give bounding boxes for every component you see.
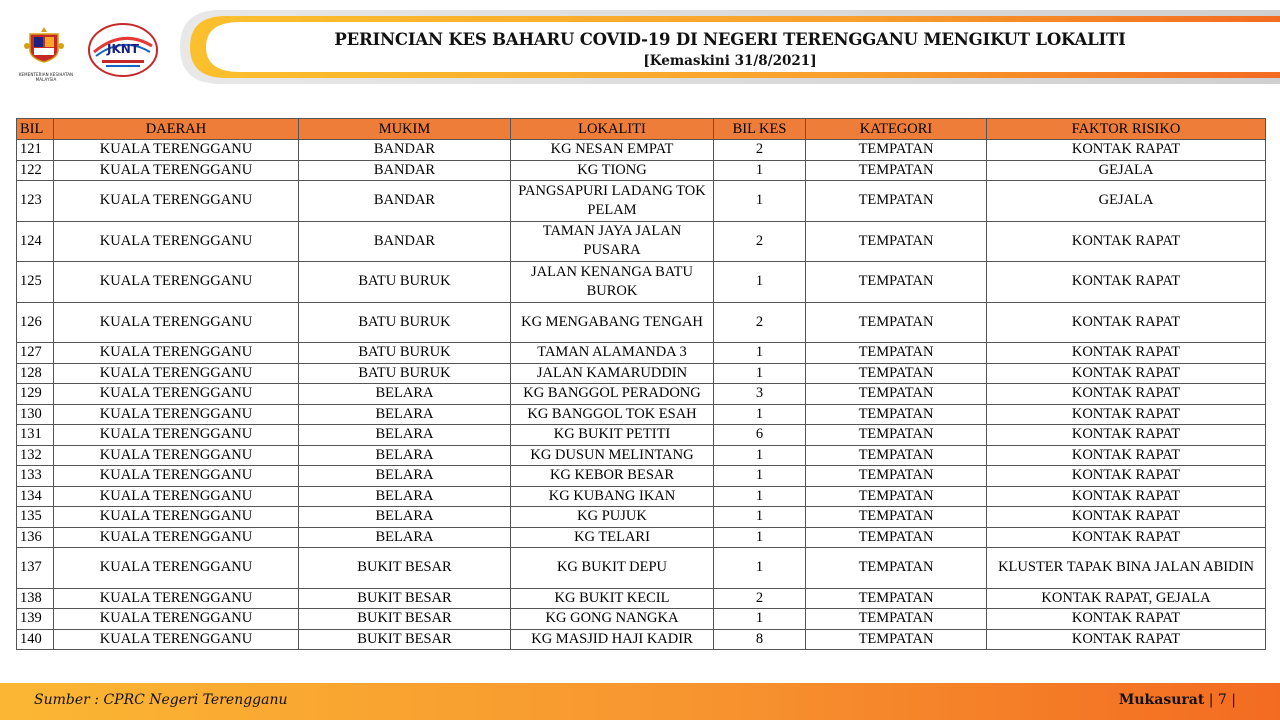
cell-bil-kes: 1 <box>714 609 806 630</box>
cell-mukim: BANDAR <box>299 160 511 181</box>
cell-daerah: KUALA TERENGGANU <box>54 425 299 446</box>
cell-kategori: TEMPATAN <box>806 425 987 446</box>
cell-kategori: TEMPATAN <box>806 466 987 487</box>
cell-bil-kes: 1 <box>714 486 806 507</box>
column-header: DAERAH <box>54 119 299 140</box>
cell-bil-kes: 6 <box>714 425 806 446</box>
cell-bil: 139 <box>17 609 54 630</box>
table-row <box>17 221 1266 262</box>
page-title: PERINCIAN KES BAHARU COVID-19 DI NEGERI TERENGGANU MENGIKUT LOKALITI <box>334 30 1126 49</box>
cell-bil: 132 <box>17 445 54 466</box>
cell-lokaliti: KG MASJID HAJI KADIR <box>511 629 714 650</box>
cell-kategori: TEMPATAN <box>806 160 987 181</box>
cell-bil-kes: 1 <box>714 160 806 181</box>
cell-faktor-risiko: KONTAK RAPAT <box>987 404 1266 425</box>
column-header: KATEGORI <box>806 119 987 140</box>
cases-table-container <box>16 118 1265 650</box>
table-row <box>17 609 1266 630</box>
cell-mukim: BUKIT BESAR <box>299 629 511 650</box>
cell-mukim: BANDAR <box>299 140 511 161</box>
cell-bil-kes: 1 <box>714 404 806 425</box>
crest-logo <box>14 20 74 92</box>
cell-kategori: TEMPATAN <box>806 302 987 343</box>
cell-lokaliti: KG MENGABANG TENGAH <box>511 302 714 343</box>
cell-kategori: TEMPATAN <box>806 262 987 303</box>
jknt-logo-text: JKNT <box>107 42 139 56</box>
cell-daerah: KUALA TERENGGANU <box>54 445 299 466</box>
cell-bil: 123 <box>17 181 54 222</box>
column-header: LOKALITI <box>511 119 714 140</box>
cell-bil-kes: 1 <box>714 363 806 384</box>
cell-faktor-risiko: KONTAK RAPAT <box>987 527 1266 548</box>
cell-bil-kes: 1 <box>714 507 806 528</box>
cell-daerah: KUALA TERENGGANU <box>54 221 299 262</box>
table-row <box>17 343 1266 364</box>
cell-lokaliti: KG BUKIT PETITI <box>511 425 714 446</box>
cell-bil-kes: 1 <box>714 181 806 222</box>
cell-faktor-risiko: KONTAK RAPAT <box>987 425 1266 446</box>
cell-faktor-risiko: KONTAK RAPAT <box>987 507 1266 528</box>
cell-mukim: BATU BURUK <box>299 302 511 343</box>
cell-kategori: TEMPATAN <box>806 384 987 405</box>
cell-bil-kes: 1 <box>714 548 806 589</box>
cell-daerah: KUALA TERENGGANU <box>54 629 299 650</box>
table-row <box>17 486 1266 507</box>
cell-bil: 124 <box>17 221 54 262</box>
cell-bil: 125 <box>17 262 54 303</box>
cell-mukim: BUKIT BESAR <box>299 588 511 609</box>
cell-faktor-risiko: KONTAK RAPAT <box>987 363 1266 384</box>
cell-bil: 140 <box>17 629 54 650</box>
cell-mukim: BELARA <box>299 507 511 528</box>
table-row <box>17 404 1266 425</box>
cell-bil-kes: 2 <box>714 302 806 343</box>
cell-bil-kes: 1 <box>714 527 806 548</box>
cell-lokaliti: TAMAN JAYA JALAN PUSARA <box>511 221 714 262</box>
jknt-emblem-icon <box>86 22 160 78</box>
cell-daerah: KUALA TERENGGANU <box>54 588 299 609</box>
table-row <box>17 384 1266 405</box>
cell-bil: 131 <box>17 425 54 446</box>
cell-bil: 130 <box>17 404 54 425</box>
cell-kategori: TEMPATAN <box>806 527 987 548</box>
cell-faktor-risiko: KLUSTER TAPAK BINA JALAN ABIDIN <box>987 548 1266 589</box>
cell-faktor-risiko: KONTAK RAPAT <box>987 486 1266 507</box>
cell-lokaliti: TAMAN ALAMANDA 3 <box>511 343 714 364</box>
cell-kategori: TEMPATAN <box>806 140 987 161</box>
cell-daerah: KUALA TERENGGANU <box>54 181 299 222</box>
cell-daerah: KUALA TERENGGANU <box>54 262 299 303</box>
cell-kategori: TEMPATAN <box>806 609 987 630</box>
cell-lokaliti: KG TELARI <box>511 527 714 548</box>
cell-lokaliti: KG TIONG <box>511 160 714 181</box>
cell-faktor-risiko: GEJALA <box>987 181 1266 222</box>
cell-mukim: BELARA <box>299 466 511 487</box>
cell-bil-kes: 3 <box>714 384 806 405</box>
cell-mukim: BATU BURUK <box>299 343 511 364</box>
cell-lokaliti: KG DUSUN MELINTANG <box>511 445 714 466</box>
cell-faktor-risiko: KONTAK RAPAT <box>987 140 1266 161</box>
cell-kategori: TEMPATAN <box>806 404 987 425</box>
cell-kategori: TEMPATAN <box>806 486 987 507</box>
cell-mukim: BELARA <box>299 445 511 466</box>
cell-faktor-risiko: KONTAK RAPAT <box>987 262 1266 303</box>
cell-kategori: TEMPATAN <box>806 343 987 364</box>
table-row <box>17 302 1266 343</box>
cell-lokaliti: JALAN KAMARUDDIN <box>511 363 714 384</box>
cell-faktor-risiko: KONTAK RAPAT <box>987 384 1266 405</box>
table-row <box>17 181 1266 222</box>
cell-mukim: BELARA <box>299 404 511 425</box>
cell-mukim: BATU BURUK <box>299 363 511 384</box>
cell-bil: 127 <box>17 343 54 364</box>
cell-bil: 136 <box>17 527 54 548</box>
cell-mukim: BUKIT BESAR <box>299 548 511 589</box>
cell-kategori: TEMPATAN <box>806 181 987 222</box>
cell-kategori: TEMPATAN <box>806 221 987 262</box>
cell-lokaliti: PANGSAPURI LADANG TOK PELAM <box>511 181 714 222</box>
cell-faktor-risiko: KONTAK RAPAT, GEJALA <box>987 588 1266 609</box>
cell-lokaliti: KG BANGGOL TOK ESAH <box>511 404 714 425</box>
cell-daerah: KUALA TERENGGANU <box>54 404 299 425</box>
page-label: Mukasurat <box>1118 692 1205 708</box>
cell-mukim: BATU BURUK <box>299 262 511 303</box>
cell-kategori: TEMPATAN <box>806 629 987 650</box>
page-subtitle: [Kemaskini 31/8/2021] <box>643 53 817 69</box>
cell-daerah: KUALA TERENGGANU <box>54 363 299 384</box>
cell-bil-kes: 8 <box>714 629 806 650</box>
cell-bil: 135 <box>17 507 54 528</box>
cell-daerah: KUALA TERENGGANU <box>54 507 299 528</box>
cell-lokaliti: KG KEBOR BESAR <box>511 466 714 487</box>
table-row <box>17 548 1266 589</box>
cell-lokaliti: KG BUKIT KECIL <box>511 588 714 609</box>
cell-daerah: KUALA TERENGGANU <box>54 302 299 343</box>
cell-kategori: TEMPATAN <box>806 507 987 528</box>
slide-footer <box>0 683 1280 720</box>
cell-mukim: BELARA <box>299 527 511 548</box>
cell-bil: 122 <box>17 160 54 181</box>
cell-mukim: BUKIT BESAR <box>299 609 511 630</box>
cell-bil: 137 <box>17 548 54 589</box>
page-indicator <box>1119 692 1236 708</box>
cell-mukim: BELARA <box>299 425 511 446</box>
table-row <box>17 507 1266 528</box>
cell-bil: 128 <box>17 363 54 384</box>
table-row <box>17 425 1266 446</box>
cell-bil: 138 <box>17 588 54 609</box>
cell-bil: 133 <box>17 466 54 487</box>
column-header: FAKTOR RISIKO <box>987 119 1266 140</box>
logo-group <box>10 18 180 88</box>
cell-daerah: KUALA TERENGGANU <box>54 160 299 181</box>
cell-bil-kes: 2 <box>714 221 806 262</box>
cell-bil-kes: 1 <box>714 466 806 487</box>
table-row <box>17 445 1266 466</box>
cell-kategori: TEMPATAN <box>806 363 987 384</box>
cell-bil: 126 <box>17 302 54 343</box>
cell-lokaliti: KG BANGGOL PERADONG <box>511 384 714 405</box>
column-header: MUKIM <box>299 119 511 140</box>
cell-daerah: KUALA TERENGGANU <box>54 384 299 405</box>
cell-daerah: KUALA TERENGGANU <box>54 466 299 487</box>
jknt-logo <box>86 22 160 78</box>
page-number: | 7 | <box>1208 692 1236 708</box>
cell-daerah: KUALA TERENGGANU <box>54 140 299 161</box>
cell-lokaliti: KG PUJUK <box>511 507 714 528</box>
cell-daerah: KUALA TERENGGANU <box>54 548 299 589</box>
cell-faktor-risiko: KONTAK RAPAT <box>987 466 1266 487</box>
cell-faktor-risiko: KONTAK RAPAT <box>987 445 1266 466</box>
cell-lokaliti: JALAN KENANGA BATU BUROK <box>511 262 714 303</box>
table-row <box>17 363 1266 384</box>
slide-header <box>0 0 1280 100</box>
cell-faktor-risiko: GEJALA <box>987 160 1266 181</box>
cell-bil-kes: 1 <box>714 343 806 364</box>
table-row <box>17 262 1266 303</box>
cases-table <box>16 118 1266 650</box>
cell-lokaliti: KG GONG NANGKA <box>511 609 714 630</box>
crest-emblem-icon <box>24 26 64 64</box>
cell-lokaliti: KG NESAN EMPAT <box>511 140 714 161</box>
cell-bil: 121 <box>17 140 54 161</box>
cell-kategori: TEMPATAN <box>806 588 987 609</box>
cell-kategori: TEMPATAN <box>806 445 987 466</box>
cell-mukim: BELARA <box>299 486 511 507</box>
cell-daerah: KUALA TERENGGANU <box>54 609 299 630</box>
source-note: Sumber : CPRC Negeri Terengganu <box>34 692 288 708</box>
cell-kategori: TEMPATAN <box>806 548 987 589</box>
cell-mukim: BANDAR <box>299 181 511 222</box>
crest-caption: KEMENTERIAN KESIHATAN MALAYSIA <box>18 72 74 82</box>
table-header-row <box>17 119 1266 140</box>
table-row <box>17 588 1266 609</box>
cell-mukim: BELARA <box>299 384 511 405</box>
table-row <box>17 140 1266 161</box>
cell-lokaliti: KG BUKIT DEPU <box>511 548 714 589</box>
cell-daerah: KUALA TERENGGANU <box>54 527 299 548</box>
cell-mukim: BANDAR <box>299 221 511 262</box>
column-header: BIL <box>17 119 54 140</box>
cell-faktor-risiko: KONTAK RAPAT <box>987 609 1266 630</box>
table-row <box>17 527 1266 548</box>
table-row <box>17 160 1266 181</box>
cell-daerah: KUALA TERENGGANU <box>54 486 299 507</box>
cell-faktor-risiko: KONTAK RAPAT <box>987 629 1266 650</box>
cell-faktor-risiko: KONTAK RAPAT <box>987 221 1266 262</box>
cell-bil-kes: 1 <box>714 262 806 303</box>
table-row <box>17 629 1266 650</box>
cell-faktor-risiko: KONTAK RAPAT <box>987 343 1266 364</box>
column-header: BIL KES <box>714 119 806 140</box>
cell-bil-kes: 1 <box>714 445 806 466</box>
cell-bil-kes: 2 <box>714 140 806 161</box>
cell-faktor-risiko: KONTAK RAPAT <box>987 302 1266 343</box>
cell-daerah: KUALA TERENGGANU <box>54 343 299 364</box>
table-row <box>17 466 1266 487</box>
cell-bil: 134 <box>17 486 54 507</box>
cell-lokaliti: KG KUBANG IKAN <box>511 486 714 507</box>
cell-bil: 129 <box>17 384 54 405</box>
cell-bil-kes: 2 <box>714 588 806 609</box>
